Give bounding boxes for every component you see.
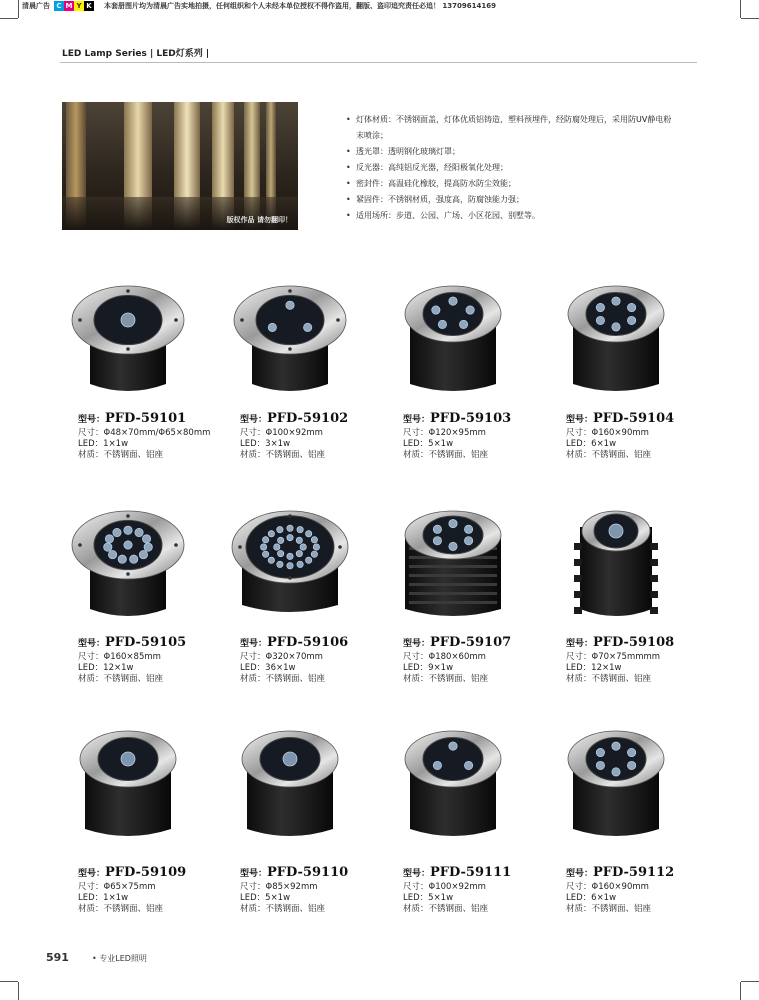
model-label: 型号： <box>403 869 431 879</box>
size-label: 尺寸： <box>403 882 429 892</box>
product-caption <box>240 866 348 915</box>
product-model <box>240 636 348 651</box>
led-label: LED： <box>240 439 266 449</box>
size-label: 尺寸： <box>403 428 429 438</box>
material-value: 不锈钢面、铝座 <box>591 450 652 460</box>
crop-mark <box>740 982 741 1000</box>
size-value: Φ320×70mm <box>265 652 323 662</box>
led-label: LED： <box>403 663 429 673</box>
product-led <box>240 439 348 450</box>
product-material <box>566 904 674 915</box>
led-label: LED： <box>240 893 266 903</box>
product-image <box>556 280 676 400</box>
product-caption <box>566 866 674 915</box>
product-material <box>240 674 348 685</box>
product-led <box>78 663 186 674</box>
spec-item: • 灯体材质：不锈钢面盖，灯体优质铝铸造，塑料预埋件，经防腐处理后，采用防UV静电粉末喷涂； <box>344 112 674 144</box>
model-label: 型号： <box>403 639 431 649</box>
cmyk-y: Y <box>74 1 84 11</box>
crop-mark <box>18 0 19 18</box>
led-value: 3×1w <box>265 439 291 449</box>
size-value: Φ160×90mm <box>591 882 649 892</box>
size-label: 尺寸： <box>78 882 104 892</box>
material-label: 材质： <box>403 450 429 460</box>
led-label: LED： <box>566 439 592 449</box>
model-label: 型号： <box>403 415 431 425</box>
material-value: 不锈钢面、铝座 <box>428 450 489 460</box>
size-value: Φ100×92mm <box>428 882 486 892</box>
product-material <box>240 450 348 461</box>
cmyk-color-bar <box>54 1 94 11</box>
cmyk-k: K <box>84 1 94 11</box>
product-material <box>78 674 186 685</box>
product-model <box>240 412 348 427</box>
led-value: 6×1w <box>591 439 617 449</box>
product-caption <box>403 636 511 685</box>
product-led <box>566 893 674 904</box>
size-value: Φ180×60mm <box>428 652 486 662</box>
product-image <box>556 725 676 845</box>
product-image <box>393 725 513 845</box>
led-value: 12×1w <box>103 663 134 673</box>
product-led <box>403 439 511 450</box>
material-label: 材质： <box>240 904 266 914</box>
led-label: LED： <box>240 663 266 673</box>
product-led <box>403 663 511 674</box>
led-label: LED： <box>566 663 592 673</box>
material-label: 材质： <box>240 674 266 684</box>
product-image <box>68 280 188 400</box>
product-size <box>566 882 674 893</box>
product-led <box>78 893 186 904</box>
size-label: 尺寸： <box>403 652 429 662</box>
model-label: 型号： <box>240 639 268 649</box>
material-label: 材质： <box>566 904 592 914</box>
material-value: 不锈钢面、铝座 <box>591 904 652 914</box>
led-value: 6×1w <box>591 893 617 903</box>
led-label: LED： <box>403 439 429 449</box>
led-value: 5×1w <box>428 439 454 449</box>
material-value: 不锈钢面、铝座 <box>103 904 164 914</box>
material-label: 材质： <box>566 450 592 460</box>
material-value: 不锈钢面、铝座 <box>103 450 164 460</box>
product-model <box>566 412 674 427</box>
brand-name: 清晨广告 <box>22 1 50 10</box>
product-led <box>240 893 348 904</box>
size-value: Φ48×70mm/Φ65×80mm <box>103 428 211 438</box>
material-label: 材质： <box>403 904 429 914</box>
model-label: 型号： <box>78 869 106 879</box>
product-size <box>240 428 348 439</box>
cmyk-m: M <box>65 1 73 10</box>
size-label: 尺寸： <box>240 652 266 662</box>
size-label: 尺寸： <box>566 882 592 892</box>
spec-item: • 透光罩：透明钢化玻璃灯罩； <box>344 144 674 160</box>
material-label: 材质： <box>78 450 104 460</box>
product-image <box>556 505 676 625</box>
model-label: 型号： <box>240 415 268 425</box>
size-value: Φ65×75mm <box>103 882 156 892</box>
material-value: 不锈钢面、铝座 <box>265 674 326 684</box>
led-value: 5×1w <box>428 893 454 903</box>
product-model <box>240 866 348 881</box>
product-caption <box>240 412 348 461</box>
product-led <box>566 663 674 674</box>
product-caption <box>566 636 674 685</box>
material-value: 不锈钢面、铝座 <box>265 904 326 914</box>
size-value: Φ85×92mm <box>265 882 318 892</box>
product-image <box>230 505 350 625</box>
product-size <box>403 652 511 663</box>
spec-item: • 适用场所：步道、公园、广场、小区花园、别墅等。 <box>344 208 674 224</box>
crop-mark <box>0 18 18 19</box>
model-label: 型号： <box>566 869 594 879</box>
series-title: LED Lamp Series | LED灯系列 | <box>62 49 210 59</box>
led-label: LED： <box>78 439 104 449</box>
product-caption <box>566 412 674 461</box>
product-size <box>403 882 511 893</box>
product-caption <box>403 412 511 461</box>
product-model <box>566 866 674 881</box>
product-material <box>566 674 674 685</box>
product-caption <box>78 636 186 685</box>
spec-item: • 紧固件：不锈钢材质，强度高，防腐蚀能力强； <box>344 192 674 208</box>
product-material <box>403 450 511 461</box>
size-label: 尺寸： <box>566 428 592 438</box>
installation-photo <box>62 102 298 230</box>
product-image <box>230 280 350 400</box>
product-model <box>403 636 511 651</box>
model-value: PFD-59107 <box>430 635 512 650</box>
product-size <box>78 652 186 663</box>
led-label: LED： <box>403 893 429 903</box>
product-material <box>566 450 674 461</box>
model-value: PFD-59104 <box>593 411 675 426</box>
product-led <box>240 663 348 674</box>
cmyk-c: C <box>54 1 64 11</box>
led-label: LED： <box>78 893 104 903</box>
size-value: Φ120×95mm <box>428 428 486 438</box>
divider <box>60 62 697 63</box>
size-label: 尺寸： <box>240 882 266 892</box>
size-value: Φ160×90mm <box>591 428 649 438</box>
size-label: 尺寸： <box>78 652 104 662</box>
model-value: PFD-59111 <box>430 865 512 880</box>
product-led <box>566 439 674 450</box>
model-label: 型号： <box>566 415 594 425</box>
model-value: PFD-59108 <box>593 635 675 650</box>
material-value: 不锈钢面、铝座 <box>265 450 326 460</box>
product-material <box>403 674 511 685</box>
product-size <box>403 428 511 439</box>
size-value: Φ70×75mmmm <box>591 652 661 662</box>
model-value: PFD-59106 <box>267 635 349 650</box>
model-label: 型号： <box>566 639 594 649</box>
product-led <box>403 893 511 904</box>
crop-mark <box>0 981 18 982</box>
led-value: 1×1w <box>103 893 129 903</box>
led-value: 12×1w <box>591 663 622 673</box>
model-value: PFD-59101 <box>105 411 187 426</box>
crop-mark <box>741 18 759 19</box>
product-size <box>78 882 186 893</box>
product-image <box>393 505 513 625</box>
model-value: PFD-59105 <box>105 635 187 650</box>
model-label: 型号： <box>240 869 268 879</box>
model-label: 型号： <box>78 639 106 649</box>
section-label: • 专业LED照明 <box>92 954 147 963</box>
product-size <box>566 652 674 663</box>
material-label: 材质： <box>566 674 592 684</box>
page-number: 591 <box>46 951 69 964</box>
model-value: PFD-59102 <box>267 411 349 426</box>
crop-mark <box>741 981 759 982</box>
material-label: 材质： <box>78 674 104 684</box>
led-value: 1×1w <box>103 439 129 449</box>
product-material <box>78 904 186 915</box>
photo-caption: 版权作品 请勿翻印！ <box>226 216 292 224</box>
crop-mark <box>18 982 19 1000</box>
product-image <box>393 280 513 400</box>
material-value: 不锈钢面、铝座 <box>591 674 652 684</box>
material-value: 不锈钢面、铝座 <box>428 674 489 684</box>
product-caption <box>403 866 511 915</box>
product-caption <box>240 636 348 685</box>
size-label: 尺寸： <box>240 428 266 438</box>
spec-item: • 反光器：高纯铝反光器，经阳极氧化处理； <box>344 160 674 176</box>
product-image <box>68 505 188 625</box>
model-label: 型号： <box>78 415 106 425</box>
product-model <box>403 412 511 427</box>
product-model <box>78 412 210 427</box>
product-material <box>403 904 511 915</box>
product-model <box>566 636 674 651</box>
crop-mark <box>740 0 741 18</box>
material-value: 不锈钢面、铝座 <box>428 904 489 914</box>
size-value: Φ160×85mm <box>103 652 161 662</box>
led-label: LED： <box>566 893 592 903</box>
product-material <box>78 450 210 461</box>
spec-item: • 密封件：高温硅化橡胶，提高防水防尘效能； <box>344 176 674 192</box>
product-caption <box>78 866 186 915</box>
material-value: 不锈钢面、铝座 <box>103 674 164 684</box>
size-label: 尺寸： <box>566 652 592 662</box>
material-label: 材质： <box>403 674 429 684</box>
led-value: 5×1w <box>265 893 291 903</box>
copyright-notice: 本套册图片均为清晨广告实地拍摄，任何组织和个人未经本单位授权不得作盗用，翻版、盗印追究责任必追！ 13709614169 <box>104 1 497 10</box>
product-model <box>78 636 186 651</box>
product-size <box>240 652 348 663</box>
size-label: 尺寸： <box>78 428 104 438</box>
material-label: 材质： <box>240 450 266 460</box>
product-image <box>230 725 350 845</box>
led-value: 9×1w <box>428 663 454 673</box>
led-value: 36×1w <box>265 663 296 673</box>
header-notice-bar <box>22 0 496 11</box>
product-size <box>240 882 348 893</box>
spec-list <box>344 112 674 224</box>
product-model <box>78 866 186 881</box>
model-value: PFD-59110 <box>267 865 349 880</box>
model-value: PFD-59112 <box>593 865 675 880</box>
model-value: PFD-59109 <box>105 865 187 880</box>
product-caption <box>78 412 210 461</box>
model-value: PFD-59103 <box>430 411 512 426</box>
led-label: LED： <box>78 663 104 673</box>
product-led <box>78 439 210 450</box>
product-size <box>566 428 674 439</box>
product-size <box>78 428 210 439</box>
material-label: 材质： <box>78 904 104 914</box>
product-material <box>240 904 348 915</box>
size-value: Φ100×92mm <box>265 428 323 438</box>
product-model <box>403 866 511 881</box>
product-image <box>68 725 188 845</box>
